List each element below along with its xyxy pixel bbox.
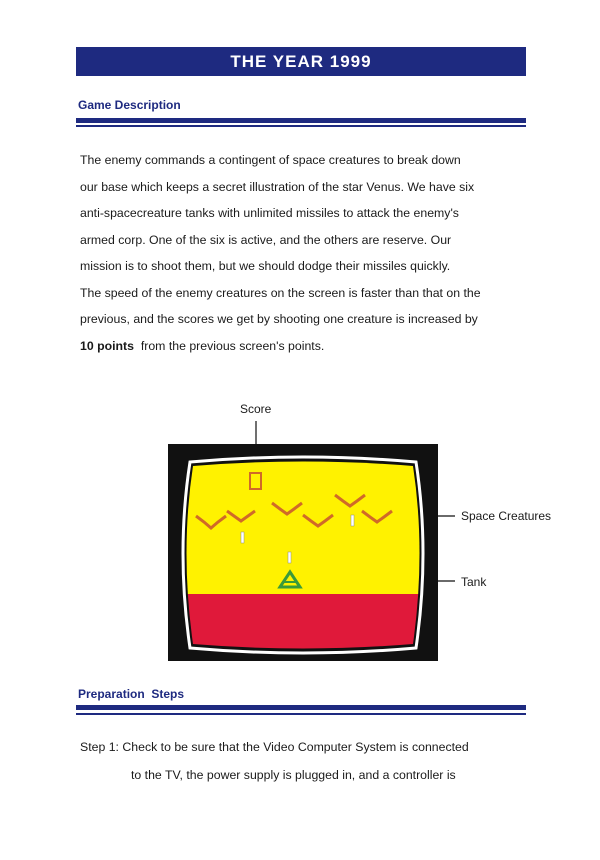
screen-sky — [170, 455, 436, 594]
description-line: previous, and the scores we get by shooting one creature is increased by — [80, 312, 478, 326]
step-1-continuation: to the TV, the power supply is plugged in, and a controller is — [131, 768, 456, 782]
step-1-text: Check to be sure that the Video Computer System is connected — [122, 740, 469, 754]
space-creatures-label: Space Creatures — [461, 509, 552, 523]
preparation-steps-text — [80, 733, 540, 789]
preparation-steps-heading: Preparation Steps — [78, 687, 185, 701]
tank-missile — [288, 552, 291, 563]
enemy-missile — [351, 515, 354, 526]
tank-label: Tank — [461, 575, 487, 589]
description-line: mission is to shoot them, but we should dodge their missiles quickly. — [80, 259, 451, 273]
points-emphasis: 10 points — [80, 338, 134, 353]
description-line: The enemy commands a contingent of space creatures to break down — [80, 153, 461, 167]
description-line: anti-spacecreature tanks with unlimited missiles to attack the enemy's — [80, 206, 459, 220]
enemy-missile — [241, 532, 244, 543]
preparation-rule-thick — [76, 705, 526, 710]
game-description-heading: Game Description — [78, 98, 181, 112]
step-1-prefix: Step 1: — [80, 740, 119, 754]
page-title-text: THE YEAR 1999 — [230, 51, 372, 71]
description-line-rest: from the previous screen's points. — [133, 338, 325, 353]
score-box — [250, 473, 261, 489]
description-line: armed corp. One of the six is active, and the others are reserve. Our — [80, 232, 452, 247]
description-line: our base which keeps a secret illustration of the star Venus. We have six — [80, 179, 475, 194]
preparation-rule-thin — [76, 713, 526, 715]
description-line: The speed of the enemy creatures on the screen is faster than that on the — [80, 285, 481, 300]
score-label: Score — [240, 402, 272, 416]
step-1-line — [80, 733, 540, 761]
